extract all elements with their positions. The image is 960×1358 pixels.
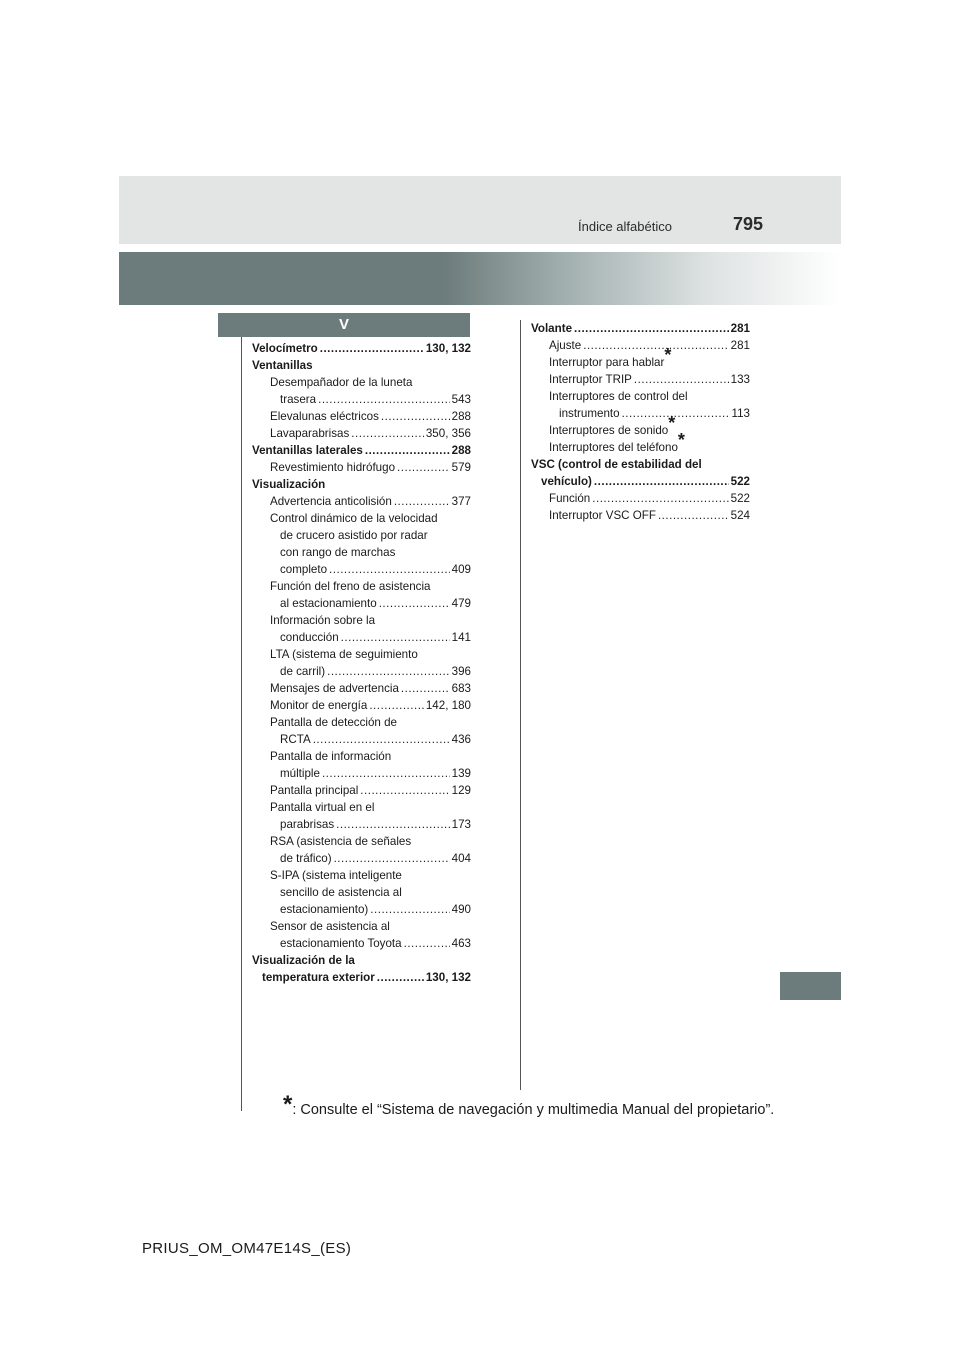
index-entry <box>531 507 750 524</box>
index-entry-label: Pantalla virtual en el <box>270 801 375 814</box>
dot-leader <box>327 663 450 680</box>
index-entry <box>252 442 471 459</box>
index-entry <box>252 544 471 561</box>
index-entry-page: 409 <box>451 563 471 576</box>
index-entry-label: Revestimiento hidrófugo <box>270 461 396 474</box>
index-entry-label: Ventanillas laterales <box>252 444 363 457</box>
dot-leader <box>658 507 729 524</box>
index-entry-label: Advertencia anticolisión <box>270 495 392 508</box>
index-entry <box>252 731 471 748</box>
index-entry <box>252 680 471 697</box>
index-entry-label: Información sobre la <box>270 614 376 627</box>
index-entry-label: temperatura exterior <box>262 971 375 984</box>
index-entry-label: múltiple <box>280 767 320 780</box>
index-entry <box>252 697 471 714</box>
index-column-right <box>531 320 750 524</box>
index-entry <box>252 748 471 765</box>
index-entry <box>252 391 471 408</box>
footnote-star-icon: * <box>668 413 676 433</box>
index-entry-label: Función <box>549 492 591 505</box>
index-entry <box>531 405 750 422</box>
index-entry-page: 288 <box>451 410 471 423</box>
index-entry-label: Pantalla principal <box>270 784 359 797</box>
index-entry-label: RCTA <box>280 733 311 746</box>
index-entry-label: Interruptores de sonido <box>549 424 669 437</box>
footnote-star-icon: * <box>677 430 685 450</box>
gradient-bar <box>119 252 841 305</box>
side-tab <box>780 972 841 1000</box>
index-entry-label: instrumento <box>559 407 620 420</box>
index-entry <box>252 357 471 374</box>
index-entry <box>252 969 471 986</box>
index-entry-label: Lavaparabrisas <box>270 427 350 440</box>
index-entry-label: con rango de marchas <box>280 546 396 559</box>
dot-leader <box>379 595 450 612</box>
index-entry-label: al estacionamiento <box>280 597 377 610</box>
index-entry <box>252 833 471 850</box>
dot-leader <box>592 490 728 507</box>
dot-leader <box>634 371 729 388</box>
index-entry-page: 479 <box>451 597 471 610</box>
index-entry-label: Desempañador de la luneta <box>270 376 413 389</box>
index-entry <box>252 425 471 442</box>
index-entry-page: 396 <box>451 665 471 678</box>
dot-leader <box>377 969 424 986</box>
dot-leader <box>381 408 450 425</box>
dot-leader <box>318 391 450 408</box>
index-entry-page: 543 <box>451 393 471 406</box>
index-column-left <box>252 340 471 986</box>
index-entry-label: Interruptor para hablar <box>549 356 665 369</box>
index-entry <box>531 473 750 490</box>
index-entry <box>252 527 471 544</box>
index-entry <box>252 408 471 425</box>
index-entry <box>252 765 471 782</box>
index-entry-label: de carril) <box>280 665 326 678</box>
index-entry <box>252 918 471 935</box>
index-entry-page: 129 <box>451 784 471 797</box>
dot-leader <box>370 901 449 918</box>
index-entry <box>252 374 471 391</box>
dot-leader <box>320 340 424 357</box>
dot-leader <box>351 425 424 442</box>
dot-leader <box>401 680 450 697</box>
dot-leader <box>369 697 424 714</box>
index-entry-label: Ventanillas <box>252 359 313 372</box>
footnote <box>283 1091 774 1119</box>
index-entry-label: vehículo) <box>541 475 592 488</box>
index-entry <box>252 799 471 816</box>
index-entry-label: Visualización <box>252 478 326 491</box>
index-entry <box>252 663 471 680</box>
section-title: Índice alfabético <box>578 219 672 234</box>
left-column-rule <box>241 337 242 1111</box>
dot-leader <box>574 320 729 337</box>
index-entry-label: Pantalla de detección de <box>270 716 397 729</box>
index-entry-page: 130, 132 <box>425 342 471 355</box>
dot-leader <box>329 561 450 578</box>
index-entry-label: estacionamiento) <box>280 903 369 916</box>
dot-leader <box>594 473 729 490</box>
index-entry <box>252 493 471 510</box>
dot-leader <box>622 405 730 422</box>
index-entry-label: Elevalunas eléctricos <box>270 410 379 423</box>
index-entry-page: 579 <box>451 461 471 474</box>
index-entry-label: Control dinámico de la velocidad <box>270 512 438 525</box>
index-entry-page: 281 <box>730 339 750 352</box>
index-entry <box>252 595 471 612</box>
index-entry-page: 130, 132 <box>425 971 471 984</box>
index-entry <box>252 459 471 476</box>
index-entry-label: Volante <box>531 322 573 335</box>
index-entry <box>531 371 750 388</box>
index-entry-page: 173 <box>451 818 471 831</box>
index-entry-label: Interruptor VSC OFF <box>549 509 656 522</box>
index-entry <box>252 578 471 595</box>
index-entry-label: trasera <box>280 393 317 406</box>
index-entry-label: Función del freno de asistencia <box>270 580 431 593</box>
index-entry-label: Interruptor TRIP <box>549 373 632 386</box>
index-entry <box>252 816 471 833</box>
index-entry-label: VSC (control de estabilidad del <box>531 458 702 471</box>
index-entry <box>252 629 471 646</box>
index-entry <box>252 935 471 952</box>
index-entry-page: 281 <box>730 322 750 335</box>
index-entry <box>252 782 471 799</box>
index-entry-page: 404 <box>451 852 471 865</box>
dot-leader <box>583 337 728 354</box>
index-entry <box>252 510 471 527</box>
index-entry-page: 139 <box>451 767 471 780</box>
index-entry-label: conducción <box>280 631 339 644</box>
index-entry-label: S-IPA (sistema inteligente <box>270 869 402 882</box>
index-entry-label: LTA (sistema de seguimiento <box>270 648 418 661</box>
footnote-text: : Consulte el “Sistema de navegación y multimedia Manual del propietario”. <box>292 1102 775 1118</box>
index-entry <box>531 456 750 473</box>
index-entry-label: sencillo de asistencia al <box>280 886 402 899</box>
index-entry <box>252 561 471 578</box>
index-entry <box>252 476 471 493</box>
dot-leader <box>336 816 450 833</box>
index-entry-page: 463 <box>451 937 471 950</box>
footnote-marker: * <box>283 1091 293 1118</box>
dot-leader <box>334 850 450 867</box>
index-entry-page: 524 <box>730 509 750 522</box>
index-entry-label: Mensajes de advertencia <box>270 682 399 695</box>
index-entry <box>252 867 471 884</box>
index-entry <box>252 612 471 629</box>
index-entry-label: Visualización de la <box>252 954 355 967</box>
index-entry-page: 113 <box>731 407 750 420</box>
index-entry-label: Monitor de energía <box>270 699 368 712</box>
index-entry-label: Pantalla de información <box>270 750 392 763</box>
index-entry-page: 490 <box>451 903 471 916</box>
page-number: 795 <box>732 214 764 234</box>
index-entry <box>531 490 750 507</box>
index-entry <box>252 340 471 357</box>
index-entry-label: Sensor de asistencia al <box>270 920 390 933</box>
index-entry <box>252 901 471 918</box>
dot-leader <box>404 935 450 952</box>
index-entry-page: 522 <box>730 475 750 488</box>
index-entry <box>252 714 471 731</box>
index-entry <box>531 320 750 337</box>
index-entry-page: 436 <box>451 733 471 746</box>
index-entry-label: RSA (asistencia de señales <box>270 835 412 848</box>
dot-leader <box>397 459 450 476</box>
index-entry-page: 377 <box>451 495 471 508</box>
dot-leader <box>322 765 450 782</box>
dot-leader <box>394 493 450 510</box>
index-entry-page: 288 <box>451 444 471 457</box>
index-entry-label: Velocímetro <box>252 342 318 355</box>
index-entry <box>252 850 471 867</box>
dot-leader <box>341 629 450 646</box>
index-letter-heading: V <box>218 313 470 337</box>
index-entry-label: completo <box>280 563 328 576</box>
index-entry-label: Interruptores del teléfono <box>549 441 678 454</box>
index-entry-page: 142, 180 <box>425 699 471 712</box>
index-entry-label: Interruptores de control del <box>549 390 688 403</box>
document-code: PRIUS_OM_OM47E14S_(ES) <box>142 1240 352 1257</box>
index-entry-label: Ajuste <box>549 339 582 352</box>
index-entry-label: parabrisas <box>280 818 335 831</box>
index-entry-page: 350, 356 <box>425 427 471 440</box>
index-entry <box>252 884 471 901</box>
dot-leader <box>360 782 449 799</box>
index-entry <box>531 388 750 405</box>
index-entry-label: estacionamiento Toyota <box>280 937 402 950</box>
index-entry <box>252 952 471 969</box>
index-entry-page: 683 <box>451 682 471 695</box>
footnote-star-icon: * <box>664 345 672 365</box>
dot-leader <box>313 731 450 748</box>
dot-leader <box>365 442 450 459</box>
index-entry-page: 141 <box>451 631 471 644</box>
index-entry <box>531 337 750 354</box>
index-entry-page: 522 <box>730 492 750 505</box>
index-entry-label: de crucero asistido por radar <box>280 529 428 542</box>
index-entry-page: 133 <box>730 373 750 386</box>
middle-column-rule <box>520 320 521 1090</box>
index-entry <box>252 646 471 663</box>
index-entry-label: de tráfico) <box>280 852 332 865</box>
